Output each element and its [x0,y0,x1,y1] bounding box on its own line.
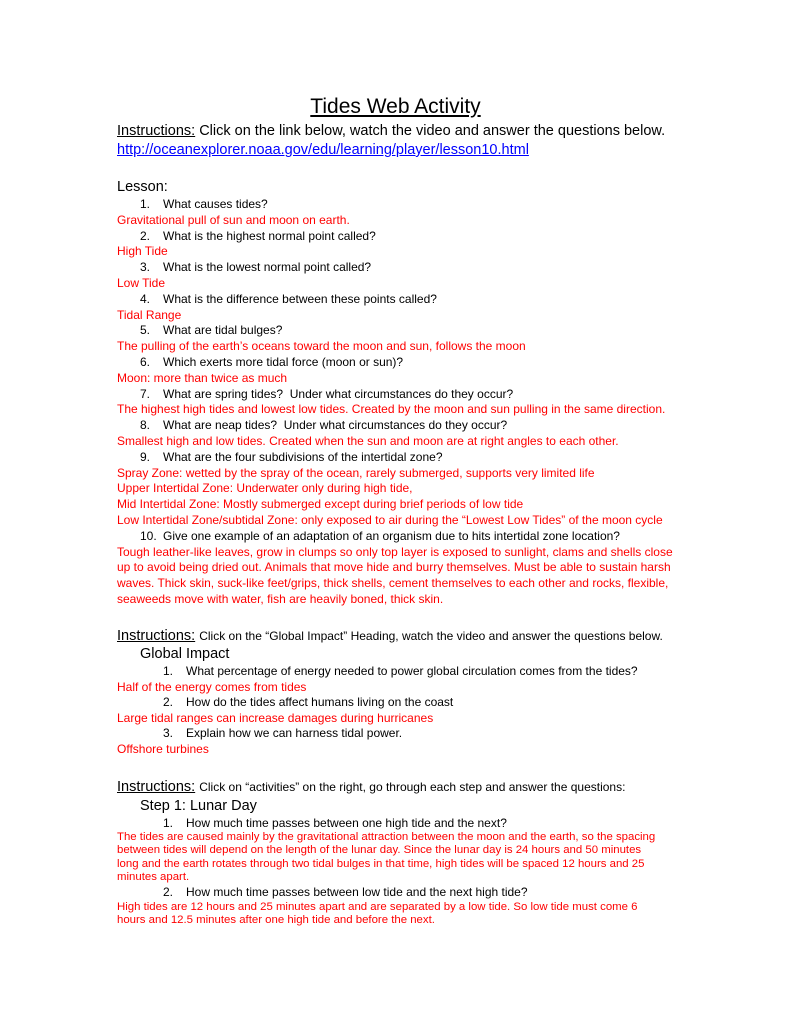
question-text: What are the four subdivisions of the intertidal zone? [163,449,443,464]
question-text: What causes tides? [163,197,268,211]
instructions-text: Click on “activities” on the right, go through each step and answer the questions: [199,780,626,794]
question-text: How much time passes between low tide and the next high tide? [186,885,528,899]
answer-9-line: Spray Zone: wetted by the spray of the ocean, rarely submerged, supports very limited life [117,465,595,480]
question-number: 2. [163,695,174,710]
question-6 [117,355,673,371]
intro-instructions [117,122,665,140]
answer-10-line: up to avoid being dried out. Animals that move hide and burry themselves. Must be able to sustain harsh [117,560,671,575]
answer-6: Moon: more than twice as much [117,370,288,385]
activities-instructions [117,778,625,796]
instructions-label: Instructions: [117,123,196,139]
question-5 [117,323,673,339]
question-text: What are tidal bulges? [163,323,283,338]
step-answer-1-line: between tides will depend on the length of the lunar day. Since the lunar day is 24 hours and 50 minutes [117,844,642,857]
question-text: How do the tides affect humans living on the coast [186,695,454,710]
question-number: 2. [163,885,174,899]
gi-question-3 [117,726,638,742]
step-answer-1-line: The tides are caused mainly by the gravitational attraction between the moon and the earth, so the spacing [117,831,656,843]
question-text: What are spring tides? Under what circumstances do they occur? [163,386,514,401]
question-text: What is the lowest normal point called? [163,260,372,275]
question-text: Give one example of an adaptation of an organism due to hits intertidal zone location? [163,528,620,543]
instructions-text: Click on the link below, watch the video and answer the questions below. [199,123,666,139]
gi-answer-3: Offshore turbines [117,741,209,756]
question-text: How much time passes between one high tide and the next? [186,816,507,830]
question-number: 1. [163,664,174,678]
question-8 [117,418,673,434]
gi-answer-1: Half of the energy comes from tides [117,679,307,694]
question-1 [117,197,673,213]
answer-8: Smallest high and low tides. Created when the sun and moon are at right angles to each other. [117,433,619,448]
step-answer-1-line: long and the earth rotates through two tidal bulges in that time, high tides will be spaced 12 hours and 25 [117,857,645,870]
instructions-text: Click on the “Global Impact” Heading, watch the video and answer the questions below. [199,629,663,643]
question-number: 10. [140,528,157,543]
question-3 [117,260,673,276]
step-answer-1 [117,831,655,884]
question-10 [117,529,673,545]
step-answer-2 [117,901,637,928]
answer-10-line: Tough leather-like leaves, grow in clumps so only top layer is exposed to sunlight, clams and shells close [117,544,673,559]
answer-7: The highest high tides and lowest low tides. Created by the moon and sun pulling in the same direction. [117,402,666,417]
question-number: 7. [140,386,151,401]
answer-1: Gravitational pull of sun and moon on earth. [117,212,350,227]
answer-9-line: Upper Intertidal Zone: Underwater only during high tide, [117,481,413,496]
answer-4: Tidal Range [117,307,182,322]
answer-10-line: waves. Thick skin, suck-like feet/grips, thick shells, cement themselves to each other and rocks, flexible, [117,576,669,591]
lesson-questions [117,197,673,608]
answer-5: The pulling of the earth’s oceans toward the moon and sun, follows the moon [117,339,526,354]
gi-question-1 [117,664,638,680]
step-heading: Step 1: Lunar Day [140,798,257,814]
question-text: What percentage of energy needed to power global circulation comes from the tides? [186,664,638,678]
global-impact-questions [117,664,638,758]
question-number: 3. [163,726,174,741]
gi-question-2 [117,695,638,711]
question-number: 9. [140,449,151,464]
question-number: 1. [140,197,151,211]
gi-answer-2: Large tidal ranges can increase damages during hurricanes [117,710,434,725]
instructions-label: Instructions: [117,779,196,795]
question-7 [117,387,673,403]
question-text: Which exerts more tidal force (moon or sun)? [163,354,404,369]
step-answer-1-line: minutes apart. [117,870,190,883]
question-number: 2. [140,228,151,243]
page-title: Tides Web Activity [310,95,481,118]
global-impact-heading: Global Impact [140,646,230,662]
step-question-2 [117,884,528,900]
question-text: What are neap tides? Under what circumstances do they occur? [163,418,508,433]
step-answer-2-line: High tides are 12 hours and 25 minutes apart and are separated by a low tide. So low tide must come 6 [117,901,638,913]
question-number: 4. [140,291,151,306]
question-4 [117,292,673,308]
answer-2: High Tide [117,244,168,259]
question-text: What is the difference between these points called? [163,291,437,306]
answer-9-line: Mid Intertidal Zone: Mostly submerged except during brief periods of low tide [117,497,524,512]
question-2 [117,229,673,245]
question-number: 6. [140,354,151,369]
lesson-link[interactable]: http://oceanexplorer.noaa.gov/edu/learning/player/lesson10.html [117,142,529,158]
question-number: 8. [140,418,151,433]
answer-9-line: Low Intertidal Zone/subtidal Zone: only exposed to air during the “Lowest Low Tides” of the moon cycle [117,512,663,527]
question-9 [117,450,673,466]
lesson-heading: Lesson: [117,179,168,195]
question-number: 3. [140,260,151,275]
answer-10-line: seaweeds move with water, fish are heavily boned, thick skin. [117,591,444,606]
global-impact-instructions [117,627,663,645]
step-answer-2-line: hours and 12.5 minutes after one high tide and before the next. [117,914,435,927]
question-number: 1. [163,816,174,830]
instructions-label: Instructions: [117,628,196,644]
question-text: What is the highest normal point called? [163,228,376,243]
step-question-1 [117,815,507,831]
answer-3: Low Tide [117,275,166,290]
question-number: 5. [140,323,151,338]
question-text: Explain how we can harness tidal power. [186,726,403,741]
